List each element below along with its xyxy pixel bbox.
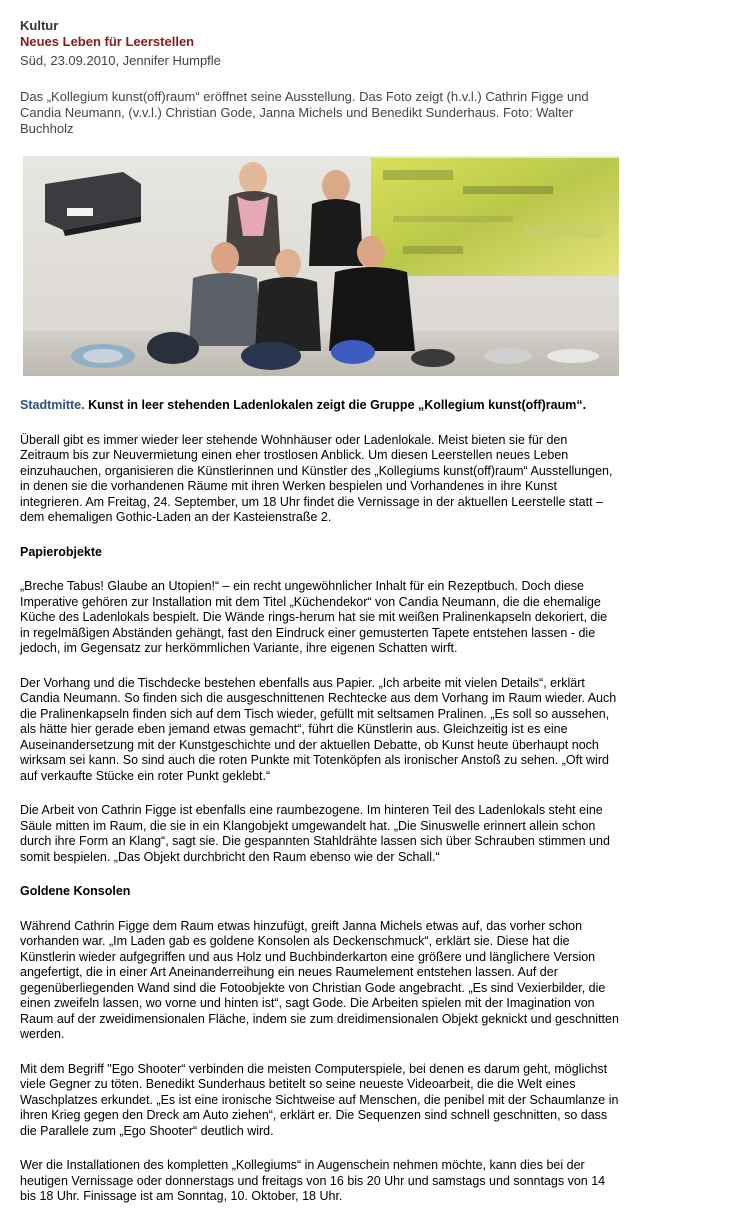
paragraph-6: Mit dem Begriff "Ego Shooter“ verbinden die meisten Computerspiele, bei denen es darum geht, möglichst viele Gegner zu töten. Benedikt Sunderhaus betitelt so seine neueste Videoarbeit, die die Welt eines Waschplatzes erkundet. „Es ist eine ironische Sichtweise auf Menschen, die penibel mit der Schaumlanze in ihren Krieg gegen den Dreck am Auto ziehen“, erklärt er. Die Sequenzen sind schnell geschnitten, so dass die Parallele zum „Ego Shooter“ deutlich wird. [20, 1061, 619, 1138]
paragraph-5: Während Cathrin Figge dem Raum etwas hinzufügt, greift Janna Michels etwas auf, das vorher schon vorhanden war. „Im Laden gab es goldene Konsolen als Deckenschmuck“, erklärt sie. Diese hat die Künstlerin wieder aufgegriffen und aus Holz und Buchbinderkarton eine größere und länglichere Version angefertigt, die in einer Art Aneinanderreihung ein neues Raumelement entstehen lassen. Auf der gegenüberliegenden Wand sind die Fotoobjekte von Christian Gode angebracht. „Es sind Vexierbilder, die einen zweifeln lassen, wo vorne und hinten ist“, sagt Gode. Die Arbeiten spielen mit der Imagination von Raum auf der zweidimensionalen Fläche, indem sie zum dreidimensionalen Objekt geknickt und geschnitten werden. [20, 918, 619, 1041]
article-byline: Süd, 23.09.2010, Jennifer Humpfle [20, 53, 221, 68]
paragraph-3: Der Vorhang und die Tischdecke bestehen ebenfalls aus Papier. „Ich arbeite mit vielen Details“, erklärt Candia Neumann. So finden sich die ausgeschnittenen Rechtecke aus dem Vorhang im Raum wieder. Auch die Pralinenkapseln finden sich auf dem Tisch wieder, gefüllt mit seltsamen Pralinen. „Es soll so aussehen, als hätte hier gerade eben jemand etwas gemacht“, führt die Künstlerin aus. Gleichzeitig ist es eine Auseinandersetzung mit der Kunstgeschichte und der aktuellen Debatte, ob Kunst heute überhaupt noch wirksam sei kann. So sind auch die roten Punkte mit Totenköpfen als ironischer Anstoß zu sehen. „Oft wird auf verkaufte Stücke ein roter Punkt geklebt.“ [20, 675, 617, 783]
paragraph-4: Die Arbeit von Cathrin Figge ist ebenfalls eine raumbezogene. Im hinteren Teil des Ladenlokals steht eine Säule mitten im Raum, die sie in ein Klangobjekt umgewandelt hat. „Die Sinuswelle erinnert allein schon durch ihre Form an Klang“, sagt sie. Die gespannten Stahldrähte lassen sich über Schrauben stimmen und somit bespielen. „Das Objekt durchbricht den Raum ebenso wie der Schall.“ [20, 803, 610, 864]
subheading-goldene-konsolen: Goldene Konsolen [20, 884, 131, 898]
lead-place: Stadtmitte. [20, 398, 85, 412]
group-photo-image [23, 156, 619, 376]
paragraph-1: Überall gibt es immer wieder leer stehende Wohnhäuser oder Ladenlokale. Meist bieten sie für den Zeitraum bis zur Neuvermietung einen eher trostlosen Anblick. Um diesen Leerstellen neues Leben einzuhauchen, organisieren die Künstlerinnen und Künstler des „Kollegiums kunst(off)raum“ Ausstellungen, in denen sie die vorhandenen Räume mit ihren Werken bespielen und Vorhandenes in ihre Kunst integrieren. Am Freitag, 24. September, um 18 Uhr findet die Vernissage in der aktuellen Leerstelle statt – dem ehemaligen Gothic-Laden an der Kasteienstraße 2. [20, 432, 613, 524]
article [20, 18, 620, 1203]
subheading-papierobjekte: Papierobjekte [20, 544, 102, 559]
lead-text: Kunst in leer stehenden Ladenlokalen zeigt die Gruppe „Kollegium kunst(off)raum“. [88, 398, 587, 412]
article-photo [23, 156, 619, 376]
lead-paragraph [20, 398, 620, 414]
article-body [20, 398, 620, 1224]
section-label: Kultur [20, 18, 59, 33]
paragraph-7: Wer die Installationen des kompletten „Kollegiums“ in Augenschein nehmen möchte, kann dies bei der heutigen Vernissage oder donnerstags und freitags von 16 bis 20 Uhr und samstags und sonntags von 14 bis 18 Uhr. Finissage ist am Sonntag, 10. Oktober, 18 Uhr. [20, 1158, 606, 1203]
paragraph-2: „Breche Tabus! Glaube an Utopien!“ – ein recht ungewöhnlicher Inhalt für ein Rezeptbuch. Doch diese Imperative gehören zur Installation mit dem Titel „Küchendekor“ von Candia Neumann, die die ehemalige Küche des Ladenlokals bespielt. Die Wände rings-herum hat sie mit weißen Pralinenkapseln dekoriert, die in regelmäßigen Abständen gehängt, fast den Eindruck einer gemusterten Tapete entstehen lassen - die jedoch, im Gegensatz zur herkömmlichen Variante, ihre eigenen Schatten wirft. [20, 579, 608, 655]
photo-caption: Das „Kollegium kunst(off)raum“ eröffnet seine Ausstellung. Das Foto zeigt (h.v.l.) Cathrin Figge und Candia Neumann, (v.v.l.) Christian Gode, Janna Michels und Benedikt Sunderhaus. Foto: Walter Buchholz [20, 89, 589, 136]
article-headline: Neues Leben für Leerstellen [20, 34, 195, 49]
